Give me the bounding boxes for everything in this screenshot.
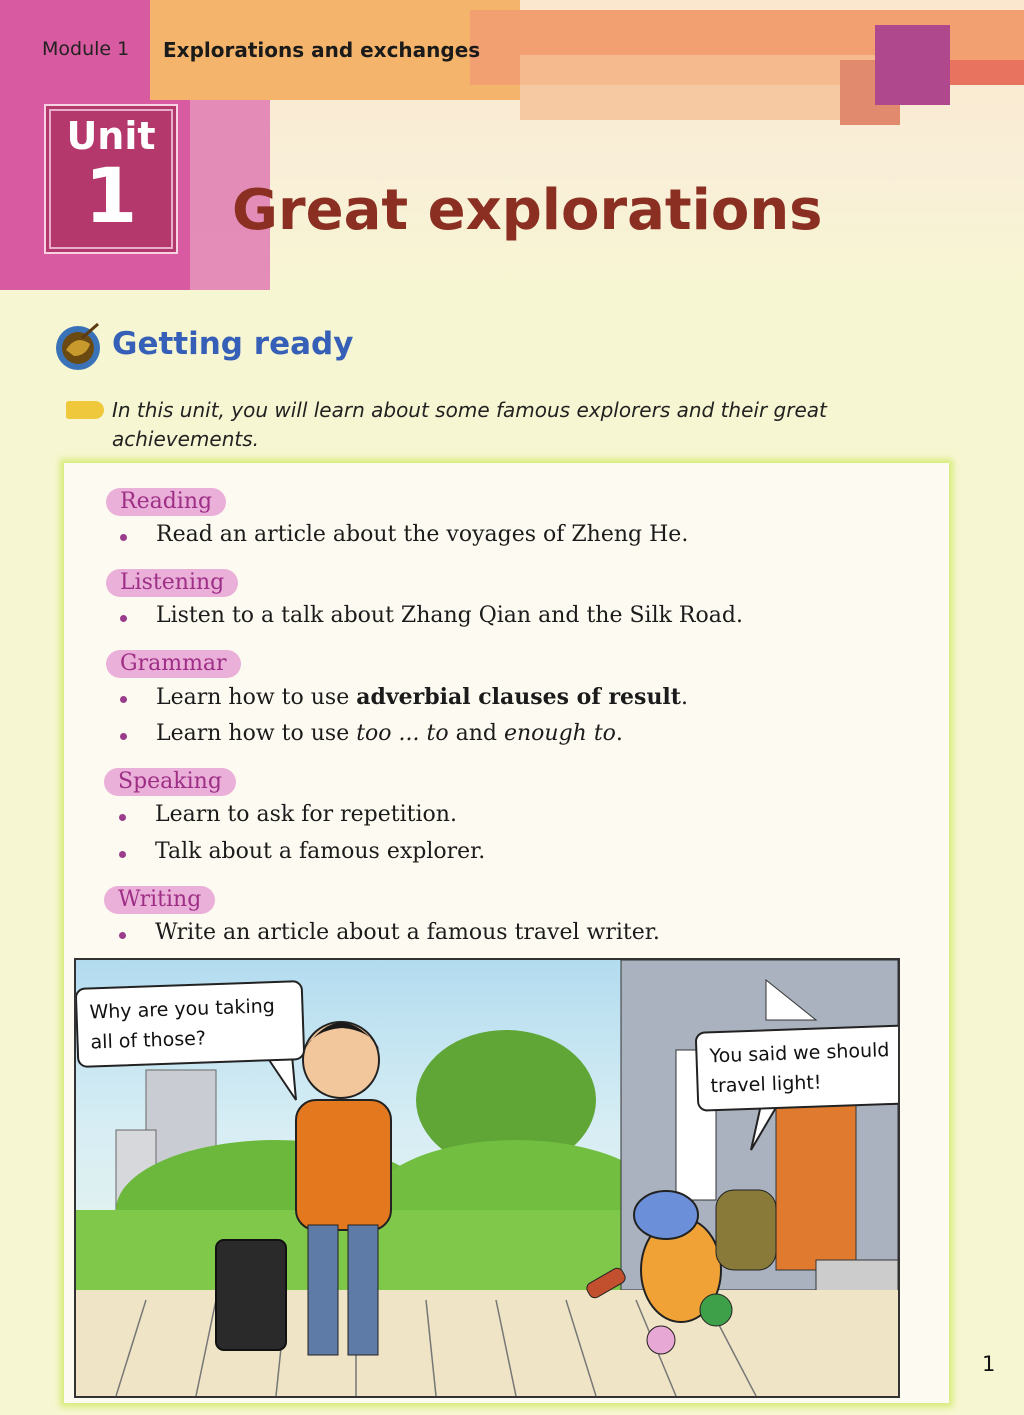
page-title: Great explorations: [232, 178, 823, 243]
section-tag-reading: Reading: [106, 488, 226, 516]
getting-ready-heading: Getting ready: [112, 326, 354, 362]
bullet: [119, 814, 126, 821]
list-item: Talk about a famous explorer.: [155, 839, 486, 864]
list-item: Listen to a talk about Zhang Qian and the Silk Road.: [156, 603, 743, 628]
unit-badge: [44, 104, 178, 254]
section-tag-writing: Writing: [104, 886, 215, 914]
module-title: Explorations and exchanges: [163, 38, 481, 62]
list-item: Learn how to use too ... to and enough to.: [156, 721, 623, 746]
intro-marker: [66, 401, 104, 419]
list-item: Write an article about a famous travel writer.: [155, 920, 660, 945]
section-tag-grammar: Grammar: [106, 650, 241, 678]
section-tag-listening: Listening: [106, 569, 238, 597]
bullet: [119, 932, 126, 939]
list-item: Learn how to use adverbial clauses of result.: [156, 684, 688, 710]
bullet: [120, 534, 127, 541]
module-label: Module 1: [42, 38, 130, 60]
bullet: [120, 696, 127, 703]
header-square-red: [950, 60, 1024, 85]
unit-word: Unit: [66, 114, 156, 158]
bullet: [119, 851, 126, 858]
list-item: Learn to ask for repetition.: [155, 802, 457, 827]
bullet: [120, 615, 127, 622]
cartoon-illustration: [74, 958, 900, 1398]
header-square-purple: [875, 25, 950, 105]
speech-bubble-robot: You said we should travel light!: [695, 1024, 900, 1112]
bullet: [120, 733, 127, 740]
list-item: Read an article about the voyages of Zheng He.: [156, 522, 689, 547]
gong-icon: [52, 320, 104, 372]
unit-number: 1: [84, 151, 138, 240]
speech-bubble-boy: Why are you taking all of those?: [75, 980, 306, 1068]
page-number: 1: [982, 1352, 996, 1376]
intro-text: In this unit, you will learn about some famous explorers and their great achievements.: [112, 398, 827, 451]
section-tag-speaking: Speaking: [104, 768, 236, 796]
